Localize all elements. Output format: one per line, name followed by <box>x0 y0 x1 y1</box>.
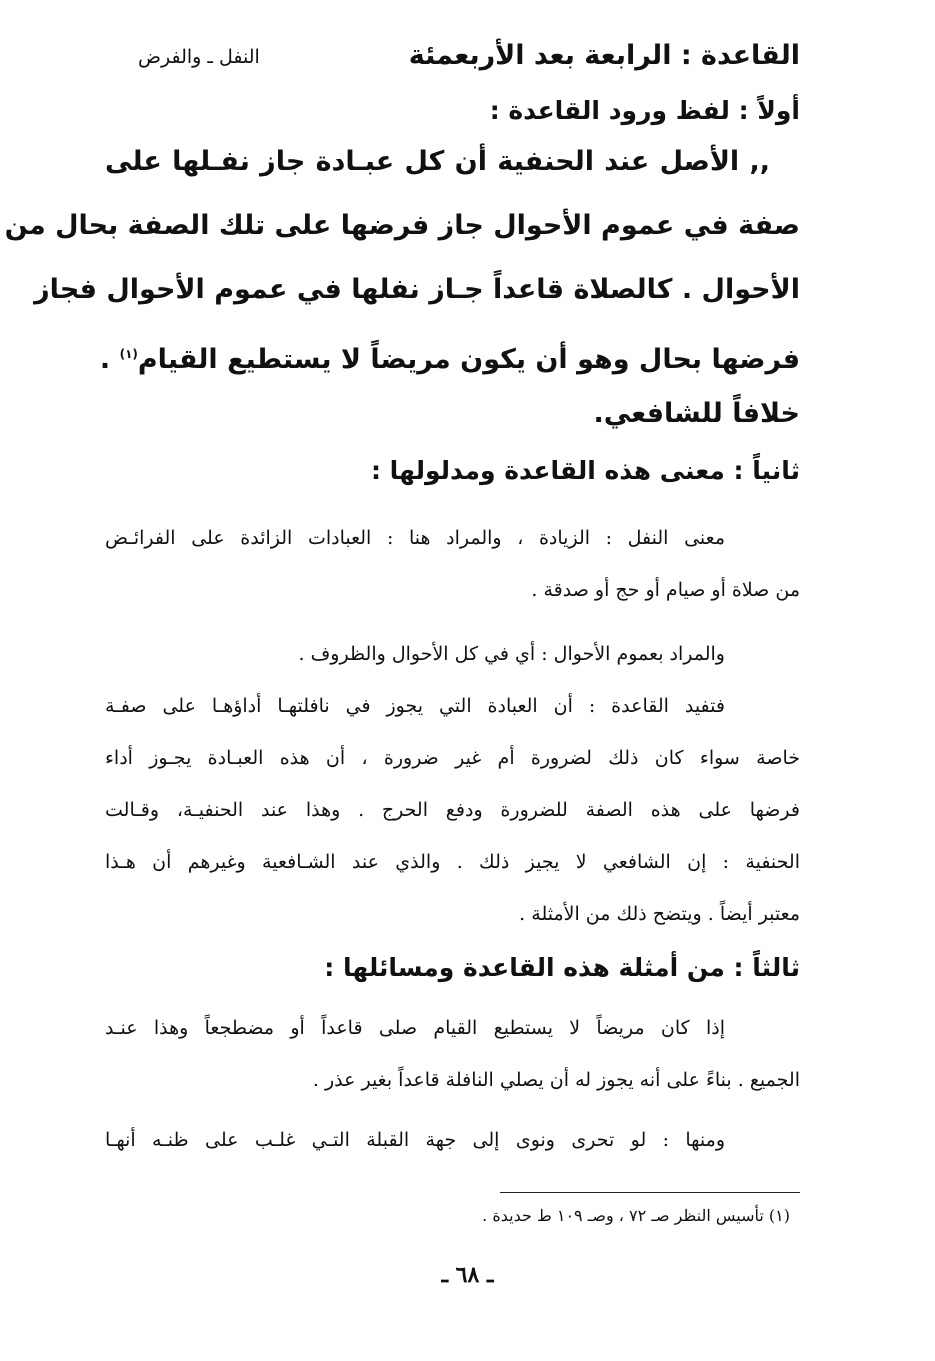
section-heading-third: ثالثاً : من أمثلة هذه القاعدة ومسائلها : <box>324 953 800 982</box>
paragraph-line: والمراد بعموم الأحوال : أي في كل الأحوال والظروف . <box>298 643 725 665</box>
examples-paragraph-2 <box>105 1114 800 1166</box>
meaning-paragraph-2 <box>105 628 800 680</box>
rule-text-line: الأحوال . كالصلاة قاعداً جـاز نفلها في عموم الأحوال فجاز <box>34 274 800 305</box>
footnote-divider <box>500 1192 800 1193</box>
paragraph-line: معنى النفل : الزيادة ، والمراد هنا : العبادات الزائدة على الفرائـض <box>105 527 725 549</box>
chapter-subtitle: النفل ـ والفرض <box>138 46 260 68</box>
meaning-paragraph-1 <box>105 512 800 616</box>
paragraph-line: من صلاة أو صيام أو حج أو صدقة . <box>531 579 800 601</box>
section-heading-first: أولاً : لفظ ورود القاعدة : <box>489 96 800 125</box>
rule-text-block <box>4 130 800 392</box>
rule-text-line-main: فرضها بحال وهو أن يكون مريضاً لا يستطيع القيام <box>137 344 800 375</box>
examples-paragraph-1 <box>105 1002 800 1106</box>
paragraph-line: الجميع . بناءً على أنه يجوز له أن يصلي النافلة قاعداً بغير عذر . <box>312 1069 800 1091</box>
paragraph-line: فرضها على هذه الصفة للضرورة ودفع الحرج . وهذا عند الحنفيـة، وقـالت <box>105 799 800 821</box>
footnote-text: (١) تأسيس النظر صـ ٧٢ ، وصـ ١٠٩ ط حديدة . <box>482 1206 790 1225</box>
rule-text-line: ,, الأصل عند الحنفية أن كل عبـادة جاز نفـلها على <box>105 146 770 177</box>
dissent-note: خلافاً للشافعي. <box>593 398 800 429</box>
meaning-paragraph-3 <box>105 680 800 940</box>
paragraph-line: خاصة سواء كان ذلك لضرورة أم غير ضرورة ، أن هذه العبـادة يجـوز أداء <box>105 747 800 769</box>
paragraph-line: الحنفية : إن الشافعي لا يجيز ذلك . والذي عند الشـافعية وغيرهم أن هـذا <box>105 851 800 873</box>
paragraph-line: ومنها : لو تحرى ونوى إلى جهة القبلة التـي غلـب على ظنـه أنهـا <box>105 1129 725 1151</box>
paragraph-line: معتبر أيضاً . ويتضح ذلك من الأمثلة . <box>519 903 800 925</box>
rule-text-line <box>99 322 800 392</box>
section-heading-second: ثانياً : معنى هذه القاعدة ومدلولها : <box>370 456 800 485</box>
page-number: ـ ٦٨ ـ <box>441 1262 494 1288</box>
footnote-marker[interactable]: (١) <box>119 347 138 361</box>
rule-text-line-end: . <box>99 344 120 375</box>
rule-heading: القاعدة : الرابعة بعد الأربعمئة <box>408 40 800 71</box>
paragraph-line: فتفيد القاعدة : أن العبادة التي يجوز في نافلتهـا أداؤهـا على صفـة <box>105 695 725 717</box>
rule-text-line: صفة في عموم الأحوال جاز فرضها على تلك الصفة بحال من <box>4 210 800 241</box>
paragraph-line: إذا كان مريضاً لا يستطيع القيام صلى قاعداً أو مضطجعاً وهذا عنـد <box>105 1017 725 1039</box>
